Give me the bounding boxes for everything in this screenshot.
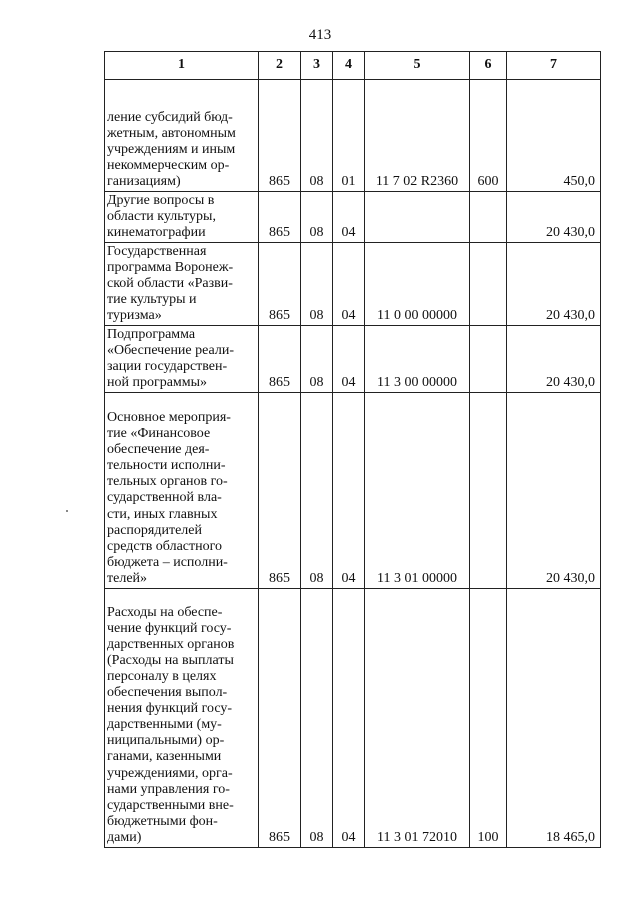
row-name-line: Другие вопросы в <box>107 192 215 208</box>
header-col-2: 2 <box>259 52 301 80</box>
expense-type-cell: 600 <box>470 80 507 192</box>
scan-speck <box>66 510 68 512</box>
row-name-line: учреждениями, орга- <box>107 765 233 781</box>
row-name-line: Государственная <box>107 243 207 259</box>
section-code-cell: 08 <box>301 393 333 589</box>
row-name-line: ниципальными) ор- <box>107 733 225 749</box>
row-name-line: ганами, казенными <box>107 749 222 765</box>
header-col-1: 1 <box>105 52 259 80</box>
table-row <box>105 243 601 326</box>
amount-cell: 20 430,0 <box>507 243 601 326</box>
section-code-cell: 08 <box>301 192 333 243</box>
row-name-line: жетным, автономным <box>107 125 236 141</box>
amount-cell: 20 430,0 <box>507 393 601 589</box>
amount-cell: 20 430,0 <box>507 192 601 243</box>
ved-code-cell: 865 <box>259 589 301 848</box>
ved-code-cell: 865 <box>259 80 301 192</box>
expense-type-cell: 100 <box>470 589 507 848</box>
row-name-line: дарственных органов <box>107 636 235 652</box>
row-name-cell <box>105 243 259 326</box>
expense-type-cell <box>470 192 507 243</box>
row-name-line: зации государствен- <box>107 358 228 374</box>
row-name-line: ской области «Разви- <box>107 275 233 291</box>
row-name-cell <box>105 326 259 393</box>
row-name-line: туризма» <box>107 307 162 323</box>
section-code-cell: 08 <box>301 326 333 393</box>
row-name-line: бюджетными фон- <box>107 813 218 829</box>
row-name-line: телей» <box>107 570 148 586</box>
header-row <box>105 52 601 80</box>
row-name-line: ление субсидий бюд- <box>107 109 233 125</box>
row-name-line: ганизациям) <box>107 173 181 189</box>
amount-cell: 20 430,0 <box>507 326 601 393</box>
row-name-line: тие культуры и <box>107 291 197 307</box>
row-name-line: дарственными (му- <box>107 717 222 733</box>
row-name-line: кинематографии <box>107 224 206 240</box>
row-name-cell <box>105 80 259 192</box>
section-code-cell: 08 <box>301 243 333 326</box>
expense-type-cell <box>470 243 507 326</box>
ved-code-cell: 865 <box>259 326 301 393</box>
subsection-code-cell: 01 <box>333 80 365 192</box>
page-number: 413 <box>308 27 332 43</box>
row-name-line: дами) <box>107 829 142 845</box>
row-name-line: сти, иных главных <box>107 506 218 522</box>
subsection-code-cell: 04 <box>333 326 365 393</box>
row-name-line: сударственными вне- <box>107 797 234 813</box>
subsection-code-cell: 04 <box>333 243 365 326</box>
row-name-line: средств областного <box>107 538 223 554</box>
row-name-line: сударственной вла- <box>107 490 222 506</box>
table-row <box>105 589 601 848</box>
table-row <box>105 192 601 243</box>
row-name-line: (Расходы на выплаты <box>107 652 234 668</box>
header-col-6: 6 <box>470 52 507 80</box>
header-col-4: 4 <box>333 52 365 80</box>
amount-cell: 18 465,0 <box>507 589 601 848</box>
expense-type-cell <box>470 326 507 393</box>
row-name-line: нами управления го- <box>107 781 230 797</box>
row-name-cell <box>105 393 259 589</box>
row-name-line: Расходы на обеспе- <box>107 604 223 620</box>
target-article-cell: 11 3 00 00000 <box>365 326 470 393</box>
row-name-cell <box>105 192 259 243</box>
row-name-line: тельности исполни- <box>107 458 226 474</box>
row-name-line: персоналу в целях <box>107 668 217 684</box>
table-row <box>105 80 601 192</box>
target-article-cell: 11 3 01 00000 <box>365 393 470 589</box>
budget-table <box>104 51 601 848</box>
row-name-line: обеспечения выпол- <box>107 685 228 701</box>
row-name-line: бюджета – исполни- <box>107 554 228 570</box>
row-name-line: Подпрограмма <box>107 326 196 342</box>
row-name-line: обеспечение дея- <box>107 442 210 458</box>
ved-code-cell: 865 <box>259 393 301 589</box>
row-name-line: чение функций госу- <box>107 620 232 636</box>
target-article-cell: 11 7 02 R2360 <box>365 80 470 192</box>
target-article-cell: 11 0 00 00000 <box>365 243 470 326</box>
row-name-line: учреждениям и иным <box>107 141 236 157</box>
row-name-line: нения функций госу- <box>107 701 233 717</box>
subsection-code-cell: 04 <box>333 393 365 589</box>
row-name-cell <box>105 589 259 848</box>
row-name-line: программа Воронеж- <box>107 259 234 275</box>
row-name-line: некоммерческим ор- <box>107 157 230 173</box>
row-name-line: ной программы» <box>107 374 208 390</box>
header-col-5: 5 <box>365 52 470 80</box>
row-name-line: тие «Финансовое <box>107 426 211 442</box>
ved-code-cell: 865 <box>259 192 301 243</box>
row-name-line: Основное мероприя- <box>107 409 231 425</box>
row-name-line: «Обеспечение реали- <box>107 342 234 358</box>
target-article-cell <box>365 192 470 243</box>
header-col-3: 3 <box>301 52 333 80</box>
section-code-cell: 08 <box>301 589 333 848</box>
header-col-7: 7 <box>507 52 601 80</box>
row-name-line: области культуры, <box>107 208 216 224</box>
table-row <box>105 326 601 393</box>
ved-code-cell: 865 <box>259 243 301 326</box>
section-code-cell: 08 <box>301 80 333 192</box>
target-article-cell: 11 3 01 72010 <box>365 589 470 848</box>
row-name-line: распорядителей <box>107 522 202 538</box>
subsection-code-cell: 04 <box>333 589 365 848</box>
amount-cell: 450,0 <box>507 80 601 192</box>
table-row <box>105 393 601 589</box>
subsection-code-cell: 04 <box>333 192 365 243</box>
table-body <box>105 80 601 848</box>
expense-type-cell <box>470 393 507 589</box>
row-name-line: тельных органов го- <box>107 474 228 490</box>
